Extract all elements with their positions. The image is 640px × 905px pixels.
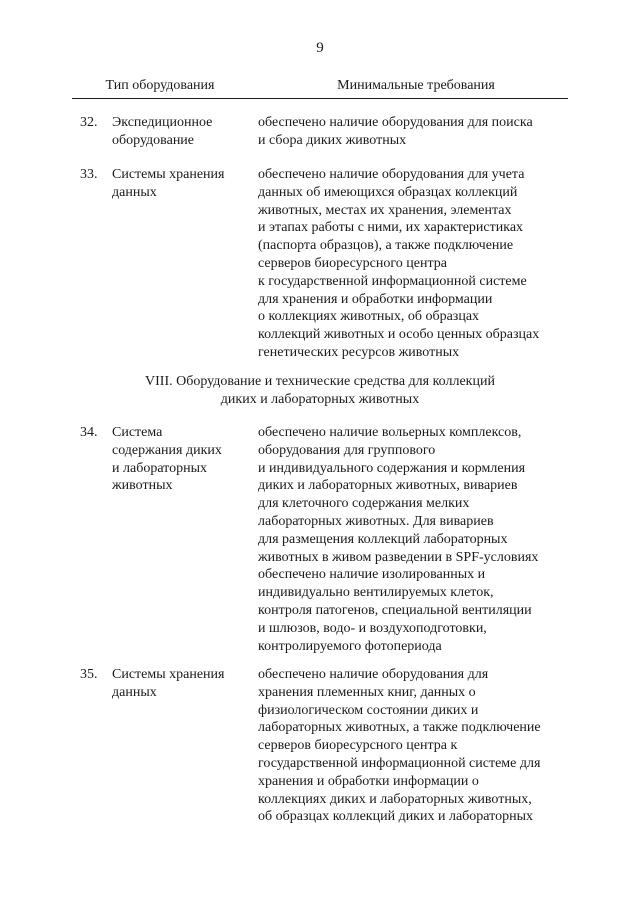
row-equipment-type <box>112 114 252 150</box>
req-line: и шлюзов, водо- и воздухоподготовки, <box>258 620 487 636</box>
req-line: и индивидуального содержания и кормления <box>258 460 526 476</box>
type-line: Системы хранения <box>112 667 225 682</box>
req-line: и сбора диких животных <box>258 132 407 148</box>
req-line: лабораторных животных, а также подключение <box>258 720 541 736</box>
row-requirements <box>258 114 578 150</box>
req-line: обеспечено наличие изолированных и <box>258 567 486 583</box>
row-requirements <box>258 424 578 655</box>
req-line: о коллекциях животных, об образцах <box>258 309 480 325</box>
row-requirements <box>258 666 578 826</box>
req-line: к государственной информационной системе <box>258 273 527 289</box>
req-line: для размещения коллекций лабораторных <box>258 531 508 547</box>
type-line: Система <box>112 425 163 440</box>
req-line: данных об имеющихся образцах коллекций <box>258 184 518 200</box>
req-line: генетических ресурсов животных <box>258 344 460 360</box>
req-line: и этапах работы с ними, их характеристиках <box>258 220 524 236</box>
req-line: коллекций животных и особо ценных образцах <box>258 327 540 343</box>
req-line: хранения племенных книг, данных о <box>258 684 476 700</box>
req-line: для клеточного содержания мелких <box>258 496 470 512</box>
req-line: обеспечено наличие оборудования для учета <box>258 167 525 182</box>
row-requirements <box>258 166 578 362</box>
req-line: обеспечено наличие вольерных комплексов, <box>258 425 522 440</box>
req-line: коллекциях диких и лабораторных животных, <box>258 791 532 807</box>
req-line: животных, местах их хранения, элементах <box>258 202 512 218</box>
section-title-line: диких и лабораторных животных <box>220 391 420 407</box>
req-line: животных в живом разведении в SPF-условиях <box>258 549 539 565</box>
row-number: 34. <box>80 425 98 440</box>
page-number: 9 <box>316 40 324 56</box>
req-line: лабораторных животных. Для вивариев <box>258 513 494 529</box>
type-line: животных <box>112 478 173 494</box>
table-header <box>72 78 568 99</box>
req-line: государственной информационной системе для <box>258 755 541 771</box>
req-line: обеспечено наличие оборудования для <box>258 667 489 682</box>
req-line: для хранения и обработки информации <box>258 291 493 307</box>
header-minimum-requirements: Минимальные требования <box>337 78 495 93</box>
req-line: хранения и обработки информации о <box>258 773 479 789</box>
type-line: и лабораторных <box>112 460 207 476</box>
row-equipment-type <box>112 424 252 495</box>
section-title <box>72 373 568 409</box>
row-equipment-type <box>112 166 252 202</box>
req-line: оборудования для группового <box>258 442 436 458</box>
type-line: оборудование <box>112 132 195 148</box>
req-line: об образцах коллекций диких и лабораторных <box>258 809 533 825</box>
row-number: 35. <box>80 667 98 682</box>
row-equipment-type <box>112 666 252 702</box>
req-line: индивидуально вентилируемых клеток, <box>258 585 494 601</box>
type-line: данных <box>112 184 157 200</box>
req-line: контроля патогенов, специальной вентиляции <box>258 602 532 618</box>
req-line: серверов биоресурсного центра <box>258 255 447 271</box>
req-line: контролируемого фотопериода <box>258 638 442 654</box>
req-line: диких и лабораторных животных, вивариев <box>258 478 518 494</box>
row-number: 33. <box>80 167 98 182</box>
type-line: содержания диких <box>112 442 222 458</box>
type-line: данных <box>112 684 157 700</box>
type-line: Системы хранения <box>112 167 225 182</box>
req-line: (паспорта образцов), а также подключение <box>258 238 514 254</box>
section-title-line: VIII. Оборудование и технические средства для коллекций <box>145 374 495 389</box>
header-equipment-type: Тип оборудования <box>105 78 215 93</box>
req-line: физиологическом состоянии диких и <box>258 702 479 718</box>
req-line: обеспечено наличие оборудования для поиска <box>258 115 533 130</box>
type-line: Экспедиционное <box>112 115 213 130</box>
row-number: 32. <box>80 115 98 130</box>
req-line: серверов биоресурсного центра к <box>258 738 458 754</box>
